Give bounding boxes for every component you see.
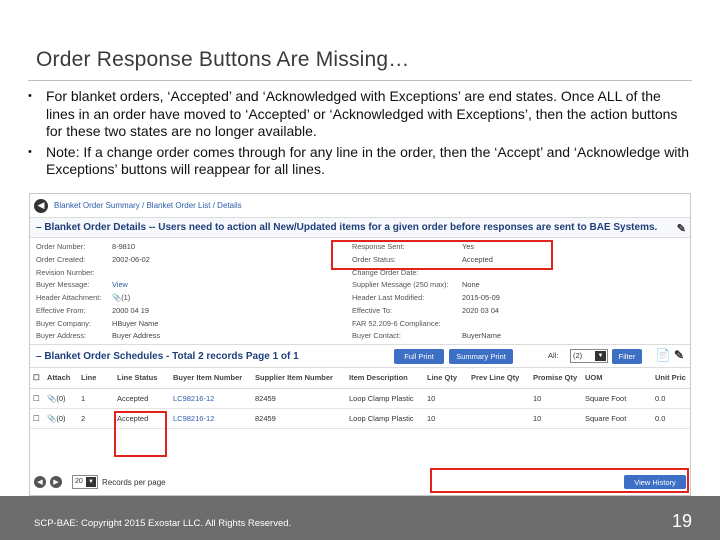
detail-label: Effective To: bbox=[352, 305, 392, 315]
attach-count: (0) bbox=[56, 413, 66, 423]
supplier-item-cell: 82459 bbox=[252, 388, 346, 408]
line-qty-cell: 10 bbox=[424, 388, 468, 408]
detail-label: Buyer Address: bbox=[36, 331, 87, 341]
summary-print-button[interactable]: Summary Print bbox=[449, 349, 513, 364]
column-header[interactable]: Line Status bbox=[114, 368, 170, 388]
order-details-grid bbox=[30, 238, 690, 341]
attachment-cell[interactable] bbox=[44, 388, 78, 408]
promise-qty-cell: 10 bbox=[530, 408, 582, 428]
bullet-item bbox=[28, 144, 692, 179]
detail-value: BuyerName bbox=[462, 331, 502, 341]
app-screenshot bbox=[29, 193, 691, 496]
chevron-down-icon: ▼ bbox=[86, 477, 96, 487]
next-page-icon[interactable]: ▶ bbox=[50, 476, 62, 488]
uom-cell: Square Foot bbox=[582, 408, 652, 428]
row-checkbox[interactable]: ☐ bbox=[30, 388, 44, 408]
column-header[interactable]: Line bbox=[78, 368, 114, 388]
all-select-value: (2) bbox=[573, 351, 583, 360]
attachment-link[interactable] bbox=[112, 293, 352, 303]
pagination-bar bbox=[30, 470, 691, 494]
detail-label: Change Order Date: bbox=[352, 267, 419, 277]
unit-price-cell: 0.0 bbox=[652, 388, 690, 408]
full-print-button[interactable]: Full Print bbox=[394, 349, 444, 364]
paperclip-icon: 📎 bbox=[47, 413, 57, 423]
detail-label: FAR 52.209-6 Compliance: bbox=[352, 318, 441, 328]
line-status-cell: Accepted bbox=[114, 388, 170, 408]
buyer-item-link[interactable]: LC98216-12 bbox=[170, 388, 252, 408]
detail-value bbox=[112, 268, 352, 278]
prev-line-qty-cell bbox=[468, 388, 530, 408]
details-header-text: – Blanket Order Details -- Users need to action all New/Updated items for a given order before responses are sent to BAE Systems. bbox=[36, 222, 658, 233]
export-icon[interactable]: 📄 bbox=[655, 348, 671, 362]
column-header[interactable]: Item Description bbox=[346, 368, 424, 388]
line-cell: 2 bbox=[78, 408, 114, 428]
detail-label: Header Attachment: bbox=[36, 293, 102, 303]
attach-count: (0) bbox=[56, 393, 66, 403]
breadcrumb-text[interactable]: Blanket Order Summary / Blanket Order List / Details bbox=[54, 201, 242, 210]
bullet-list bbox=[28, 88, 692, 182]
detail-value: HBuyer Name bbox=[112, 318, 159, 328]
table-row[interactable] bbox=[30, 388, 690, 408]
column-header[interactable]: Buyer Item Number bbox=[170, 368, 252, 388]
attachment-count: (1) bbox=[121, 293, 131, 303]
detail-label: Order Status: bbox=[352, 254, 396, 264]
paperclip-icon: 📎 bbox=[112, 293, 122, 303]
title-divider bbox=[28, 80, 692, 81]
detail-label: Buyer Company: bbox=[36, 318, 92, 328]
detail-value: Buyer Address bbox=[112, 331, 161, 341]
records-per-page-value: 20 bbox=[75, 478, 83, 485]
item-description-cell: Loop Clamp Plastic bbox=[346, 388, 424, 408]
records-per-page-select[interactable] bbox=[72, 475, 98, 489]
details-section-header[interactable] bbox=[30, 218, 690, 238]
detail-value: 2002-06-02 bbox=[112, 254, 150, 264]
detail-label: Effective From: bbox=[36, 305, 86, 315]
detail-label: Order Created: bbox=[36, 254, 86, 264]
detail-value: None bbox=[462, 280, 480, 290]
page-number: 19 bbox=[672, 511, 693, 531]
buyer-item-link[interactable]: LC98216-12 bbox=[170, 408, 252, 428]
prev-line-qty-cell bbox=[468, 408, 530, 428]
slide-title: Order Response Buttons Are Missing… bbox=[36, 48, 410, 71]
detail-value: 8-9810 bbox=[112, 242, 136, 251]
all-label: All: bbox=[548, 351, 559, 360]
footer-copyright: SCP-BAE: Copyright 2015 Exostar LLC. All Rights Reserved. bbox=[34, 518, 292, 529]
line-cell: 1 bbox=[78, 388, 114, 408]
column-header[interactable]: Unit Pric bbox=[652, 368, 690, 388]
uom-cell: Square Foot bbox=[582, 388, 652, 408]
table-header-row bbox=[30, 368, 690, 388]
detail-value: 2020 03 04 bbox=[462, 305, 499, 315]
select-all-checkbox[interactable]: ☐ bbox=[30, 368, 44, 388]
edit-icon[interactable]: ✎ bbox=[676, 223, 686, 235]
detail-value bbox=[462, 319, 682, 329]
table-row[interactable] bbox=[30, 408, 690, 428]
detail-value bbox=[462, 268, 682, 278]
item-description-cell: Loop Clamp Plastic bbox=[346, 408, 424, 428]
column-header[interactable]: Attach bbox=[44, 368, 78, 388]
line-qty-cell: 10 bbox=[424, 408, 468, 428]
back-arrow-icon[interactable]: ◀ bbox=[34, 199, 48, 213]
bullet-text: Note: If a change order comes through for any line in the order, then the ‘Accept’ and ‘Acknowledge with Exceptions’ buttons will reappear for all lines. bbox=[46, 143, 690, 177]
detail-value: 2000 04 19 bbox=[112, 305, 149, 315]
breadcrumb bbox=[30, 194, 690, 218]
bullet-item bbox=[28, 88, 692, 141]
bullet-marker: • bbox=[28, 145, 32, 158]
detail-value: Yes bbox=[462, 242, 475, 251]
view-history-button[interactable]: View History bbox=[624, 475, 686, 489]
column-header[interactable]: Supplier Item Number bbox=[252, 368, 346, 388]
line-status-cell: Accepted bbox=[114, 408, 170, 428]
prev-page-icon[interactable]: ◀ bbox=[34, 476, 46, 488]
column-header[interactable]: Prev Line Qty bbox=[468, 368, 530, 388]
row-checkbox[interactable]: ☐ bbox=[30, 408, 44, 428]
schedules-section-header[interactable] bbox=[30, 344, 690, 368]
filter-button[interactable]: Filter bbox=[612, 349, 642, 364]
promise-qty-cell: 10 bbox=[530, 388, 582, 408]
detail-label: Buyer Contact: bbox=[352, 331, 401, 341]
attachment-cell[interactable] bbox=[44, 408, 78, 428]
detail-label: Buyer Message: bbox=[36, 280, 90, 290]
paperclip-icon: 📎 bbox=[47, 393, 57, 403]
detail-label: Revision Number: bbox=[36, 267, 95, 277]
column-header[interactable]: Line Qty bbox=[424, 368, 468, 388]
schedules-table bbox=[30, 368, 690, 429]
detail-label: Header Last Modified: bbox=[352, 293, 425, 303]
bullet-text: For blanket orders, ‘Accepted’ and ‘Acknowledged with Exceptions’ are end states. Once ALL of the lines in an order have moved to ‘Accepted’ or ‘Acknowledged with Exceptions’, then the action buttons for these two states are no longer available. bbox=[46, 88, 678, 139]
edit-icon[interactable]: ✎ bbox=[673, 348, 684, 362]
order-status-value: Accepted bbox=[462, 254, 493, 264]
buyer-message-link[interactable]: View bbox=[112, 280, 128, 290]
all-select[interactable] bbox=[570, 349, 608, 363]
unit-price-cell: 0.0 bbox=[652, 408, 690, 428]
detail-value: 2015-05-09 bbox=[462, 293, 500, 303]
supplier-item-cell: 82459 bbox=[252, 408, 346, 428]
detail-label: Supplier Message (250 max): bbox=[352, 280, 449, 290]
column-header[interactable]: Promise Qty bbox=[530, 368, 582, 388]
schedules-header-text: – Blanket Order Schedules - Total 2 records Page 1 of 1 bbox=[36, 350, 299, 362]
detail-label: Order Number: bbox=[36, 242, 86, 251]
toolbar-icons bbox=[656, 348, 684, 362]
bullet-marker: • bbox=[28, 90, 32, 102]
records-per-page-label: Records per page bbox=[102, 477, 166, 487]
chevron-down-icon: ▼ bbox=[595, 351, 606, 361]
column-header[interactable]: UOM bbox=[582, 368, 652, 388]
detail-label: Response Sent: bbox=[352, 242, 405, 251]
